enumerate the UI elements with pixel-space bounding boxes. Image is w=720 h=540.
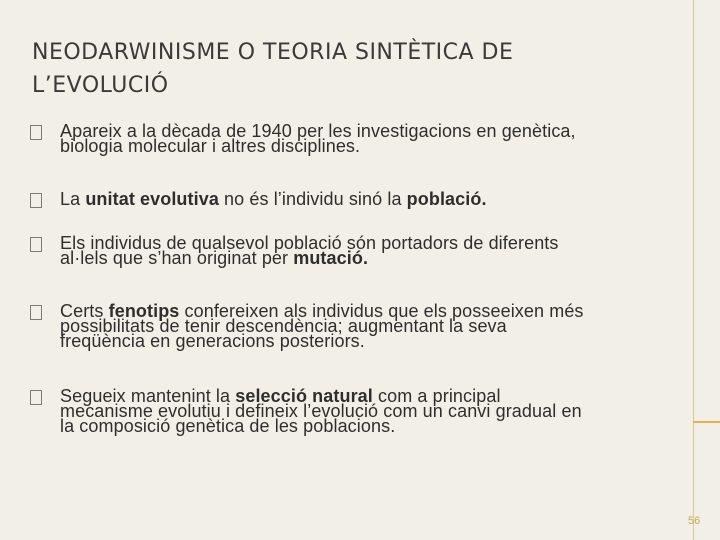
bullet-2-bold-a: unitat evolutiva <box>85 189 219 209</box>
box-bullet-icon <box>30 125 42 140</box>
bullet-2-bold-b: població. <box>406 189 487 209</box>
box-bullet-icon <box>30 390 42 405</box>
bullet-2-text-a: La <box>60 189 86 209</box>
page-number: 56 <box>688 515 701 527</box>
box-bullet-icon <box>30 305 42 320</box>
box-bullet-icon <box>30 237 42 252</box>
bullet-4-bold: fenotips <box>108 301 180 321</box>
bullet-5-text-b: com a principal <box>372 386 501 406</box>
bullet-5-line-2: mecanisme evolutiu i defineix l’evolució com un canvi gradual en <box>60 401 582 421</box>
bullet-item-2 <box>30 189 487 209</box>
slide-title-line-2: L’EVOLUCIÓ <box>32 73 169 98</box>
bullet-4-line-3: freqüència en generacions posteriors. <box>60 331 365 351</box>
bullet-5-line-3: la composició genètica de les poblacions. <box>60 416 396 436</box>
bullet-5-text-a: Segueix mantenint la <box>60 386 236 406</box>
bullet-3-line-2: al·lels que s’han originat per <box>60 248 294 268</box>
accent-line <box>693 421 720 423</box>
bullet-item-3 <box>30 233 559 268</box>
bullet-4-text-b: confereixen als individus que els posseeixen més <box>179 301 584 321</box>
bullet-1-line-1: Apareix a la dècada de 1940 per les investigacions en genètica, <box>60 121 576 141</box>
bullet-item-1 <box>30 121 576 156</box>
box-bullet-icon <box>30 193 42 208</box>
bullet-3-line-1: Els individus de qualsevol població són portadors de diferents <box>60 233 559 253</box>
bullet-2-text-b: no és l’individu sinó la <box>218 189 407 209</box>
bullet-4-text-a: Certs <box>60 301 109 321</box>
bullet-item-4 <box>30 301 584 351</box>
right-border-line <box>693 0 694 540</box>
bullet-4-line-2: possibilitats de tenir descendència; augmentant la seva <box>60 316 507 336</box>
bullet-3-bold: mutació. <box>293 248 369 268</box>
bullet-5-bold: selecció natural <box>235 386 373 406</box>
bullet-1-line-2: biologia molecular i altres disciplines. <box>60 136 361 156</box>
slide-title <box>32 36 652 102</box>
bullet-item-5 <box>30 386 582 436</box>
slide-title-line-1: NEODARWINISME O TEORIA SINTÈTICA DE <box>32 40 514 65</box>
